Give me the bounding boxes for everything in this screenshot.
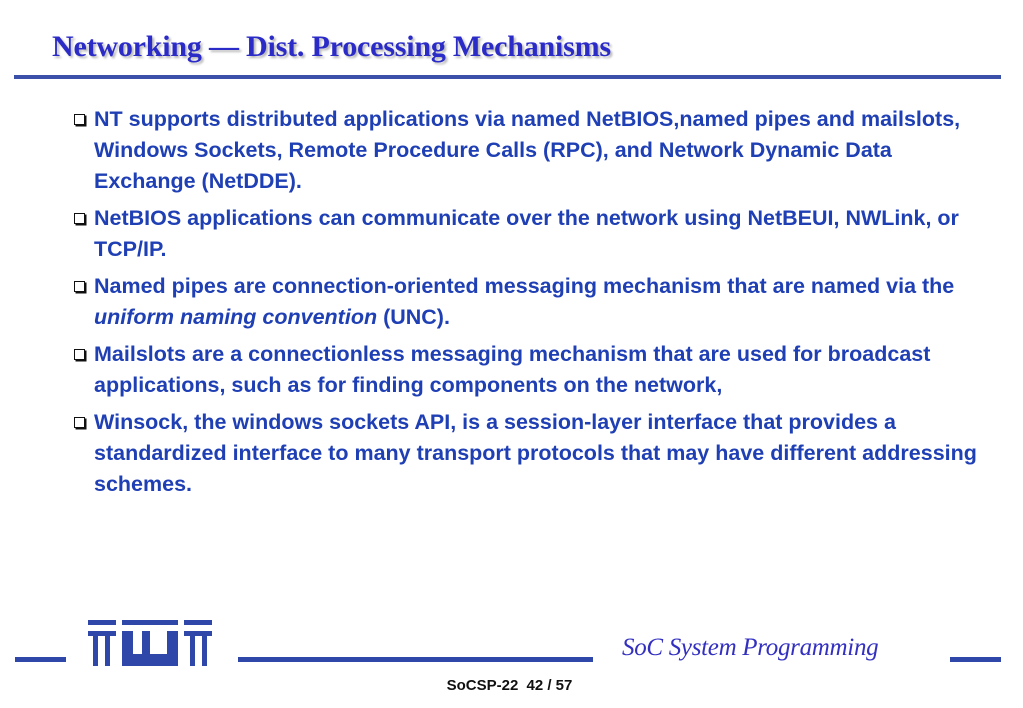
bullet-item — [72, 339, 982, 401]
bullet-item — [72, 271, 982, 333]
bullet-item — [72, 407, 982, 500]
course-code: SoCSP-22 — [446, 677, 519, 694]
bullet-item — [72, 203, 982, 265]
footer-rule-middle — [238, 657, 593, 662]
bullet-text-pre: Named pipes are connection-oriented messaging mechanism that are named via the — [94, 274, 955, 298]
bullet-text: NetBIOS applications can communicate over the network using NetBEUI, NWLink, or TCP/IP. — [94, 206, 959, 261]
slide-title: Networking — Dist. Processing Mechanisms — [52, 30, 611, 63]
checkbox-bullet-icon — [74, 213, 85, 224]
page-number: 42 / 57 — [526, 677, 573, 694]
bullet-item — [72, 104, 982, 197]
checkbox-bullet-icon — [74, 349, 85, 360]
footer-rule-left — [15, 657, 66, 662]
bullet-list — [72, 104, 982, 506]
bullet-text: NT supports distributed applications via named NetBIOS,named pipes and mailslots, Windows Sockets, Remote Procedure Calls (RPC), and Network Dynamic Data Exchange (NetDDE). — [94, 107, 961, 193]
checkbox-bullet-icon — [74, 417, 85, 428]
tut-logo-icon — [86, 618, 214, 668]
footer-brand: SoC System Programming — [622, 634, 879, 661]
checkbox-bullet-icon — [74, 114, 85, 125]
bullet-text-post: (UNC). — [377, 305, 450, 329]
title-divider — [14, 75, 1001, 79]
bullet-text: Winsock, the windows sockets API, is a session-layer interface that provides a standardized interface to many transport protocols that may have different addressing schemes. — [94, 410, 977, 496]
bullet-text — [94, 274, 954, 329]
footer-rule-right — [950, 657, 1001, 662]
bullet-text-emphasis: uniform naming convention — [94, 305, 378, 329]
checkbox-bullet-icon — [74, 281, 85, 292]
bullet-text: Mailslots are a connectionless messaging mechanism that are used for broadcast applications, such as for finding components on the network, — [94, 342, 931, 397]
footer-page-info — [0, 677, 1023, 694]
